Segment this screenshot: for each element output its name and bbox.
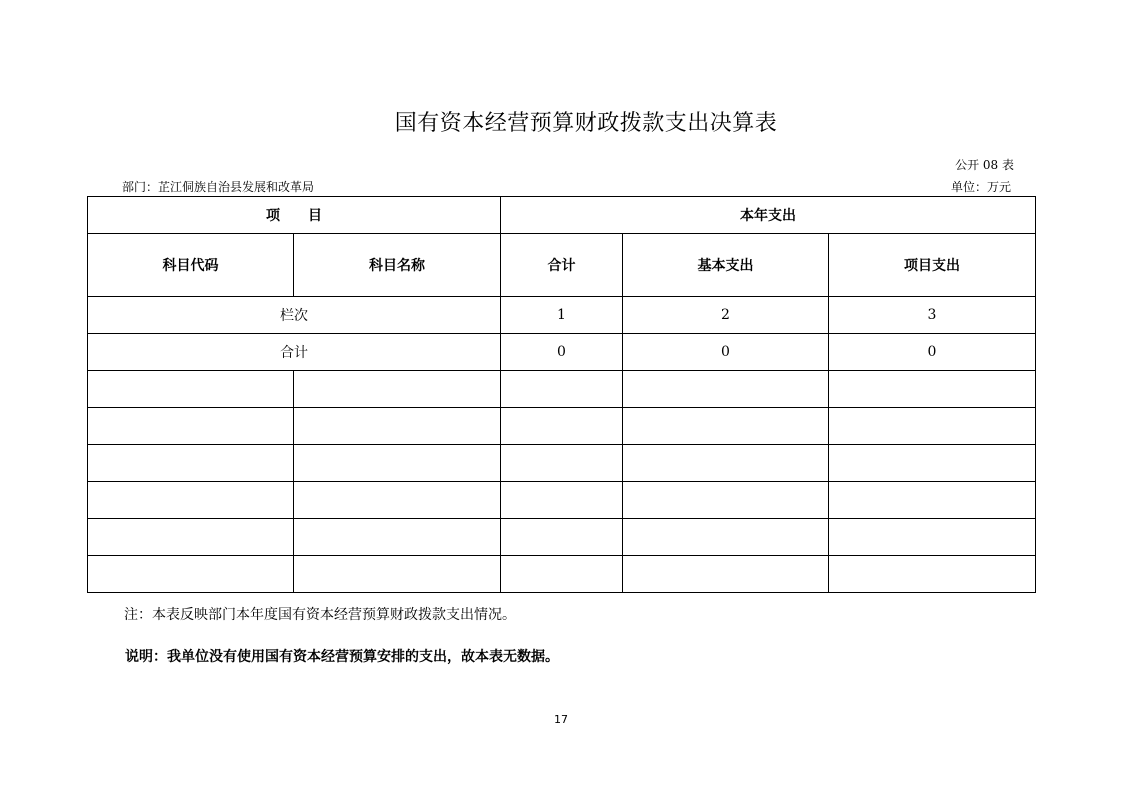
cell-project [829, 519, 1036, 556]
page-number: 17 [554, 713, 568, 726]
cell-project [829, 482, 1036, 519]
table-row [88, 519, 1036, 556]
table-header-row-1 [88, 197, 1036, 234]
cell-project [829, 556, 1036, 593]
header-subject-code: 科目代码 [88, 234, 294, 297]
cell-basic [623, 371, 829, 408]
header-total: 合计 [501, 234, 623, 297]
cell-basic [623, 482, 829, 519]
column-number-label: 栏次 [88, 297, 501, 334]
header-project: 项 目 [88, 197, 501, 234]
column-number-project: 3 [829, 297, 1036, 334]
table-row [88, 556, 1036, 593]
cell-total [501, 556, 623, 593]
department-label: 部门：芷江侗族自治县发展和改革局 [122, 180, 315, 194]
cell-project [829, 408, 1036, 445]
cell-name [294, 408, 501, 445]
expenditure-table [87, 196, 1036, 593]
table-row [88, 371, 1036, 408]
cell-code [88, 408, 294, 445]
column-number-total: 1 [501, 297, 623, 334]
cell-code [88, 519, 294, 556]
cell-basic [623, 519, 829, 556]
cell-basic [623, 408, 829, 445]
cell-code [88, 556, 294, 593]
cell-code [88, 445, 294, 482]
column-number-basic: 2 [623, 297, 829, 334]
table-row [88, 482, 1036, 519]
table-note: 注：本表反映部门本年度国有资本经营预算财政拨款支出情况。 [124, 607, 516, 623]
cell-name [294, 445, 501, 482]
explanation-text: 说明：我单位没有使用国有资本经营预算安排的支出，故本表无数据。 [125, 649, 559, 665]
unit-label: 单位：万元 [950, 180, 1011, 194]
cell-project [829, 445, 1036, 482]
total-row-project: 0 [829, 334, 1036, 371]
cell-code [88, 482, 294, 519]
cell-total [501, 371, 623, 408]
cell-name [294, 556, 501, 593]
total-row-basic: 0 [623, 334, 829, 371]
table-row-total [88, 334, 1036, 371]
cell-project [829, 371, 1036, 408]
cell-basic [623, 556, 829, 593]
cell-total [501, 482, 623, 519]
cell-total [501, 519, 623, 556]
table-row [88, 445, 1036, 482]
cell-name [294, 371, 501, 408]
table-row [88, 408, 1036, 445]
page-title: 国有资本经营预算财政拨款支出决算表 [394, 111, 778, 136]
cell-name [294, 519, 501, 556]
cell-name [294, 482, 501, 519]
cell-code [88, 371, 294, 408]
header-current-year-expenditure: 本年支出 [501, 197, 1036, 234]
cell-basic [623, 445, 829, 482]
header-subject-name: 科目名称 [294, 234, 501, 297]
table-row-column-number [88, 297, 1036, 334]
cell-total [501, 408, 623, 445]
header-basic-expenditure: 基本支出 [623, 234, 829, 297]
total-row-total: 0 [501, 334, 623, 371]
table-header-row-2 [88, 234, 1036, 297]
header-project-expenditure: 项目支出 [829, 234, 1036, 297]
total-row-label: 合计 [88, 334, 501, 371]
table-number: 公开 08 表 [955, 158, 1014, 172]
cell-total [501, 445, 623, 482]
